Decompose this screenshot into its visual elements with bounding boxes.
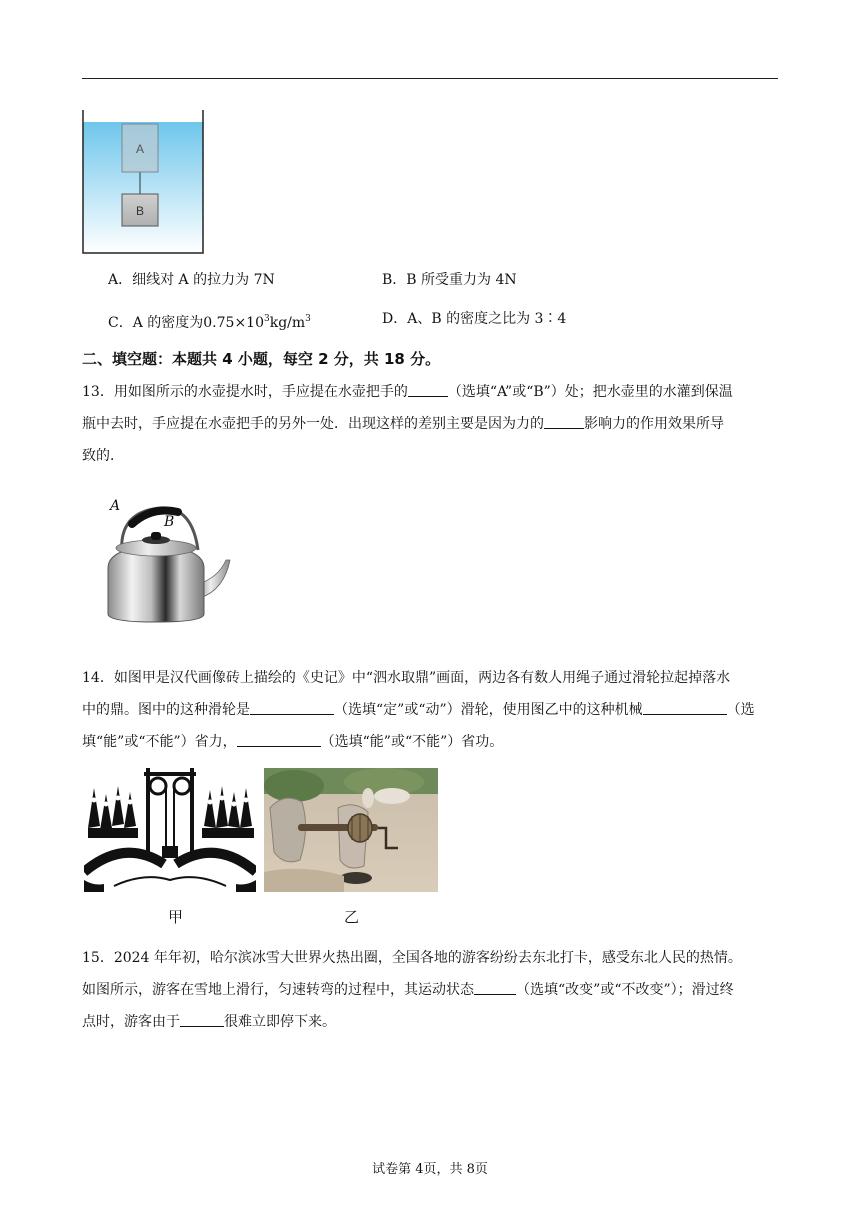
page-footer: 试卷第 4页，共 8页 bbox=[372, 1162, 488, 1177]
caption-yi: 乙 bbox=[344, 908, 360, 926]
q15-blank-2[interactable] bbox=[180, 1010, 224, 1027]
q15-text: 点时，游客由于 bbox=[82, 1014, 180, 1030]
q14-text: 14．如图甲是汉代画像砖上描绘的《史记》中“泗水取鼎”画面，两边各有数人用绳子通过滑轮拉起掉落水 bbox=[82, 670, 731, 686]
kettle-label-a: A bbox=[110, 498, 121, 514]
question-13 bbox=[82, 376, 782, 472]
kettle-figure bbox=[100, 498, 232, 626]
option-b: B．B 所受重力为 4N bbox=[382, 272, 517, 288]
header-rule bbox=[82, 78, 778, 79]
tank-figure bbox=[82, 110, 204, 254]
option-d: D．A、B 的密度之比为 3∶4 bbox=[382, 311, 567, 327]
q13-text: 瓶中去时，手应提在水壶把手的另外一处．出现这样的差别主要是因为力的 bbox=[82, 416, 544, 432]
q13-blank-1[interactable] bbox=[408, 380, 448, 397]
q14-text: （选填“定”或“动”）滑轮，使用图乙中的这种机械 bbox=[334, 702, 643, 718]
option-a: A．细线对 A 的拉力为 7N bbox=[108, 272, 275, 288]
q13-text: 致的． bbox=[82, 448, 124, 464]
question-15 bbox=[82, 942, 782, 1038]
option-c-unit-exp: 3 bbox=[305, 314, 311, 324]
option-c-unit: kg/m bbox=[269, 315, 306, 331]
block-b-label: B bbox=[135, 204, 145, 218]
section-title: 二、填空题：本题共 4 小题，每空 2 分，共 18 分。 bbox=[82, 350, 441, 368]
q15-text: 如图所示，游客在雪地上滑行，匀速转弯的过程中，其运动状态 bbox=[82, 982, 474, 998]
q15-text: 很难立即停下来。 bbox=[224, 1014, 336, 1030]
q14-blank-1[interactable] bbox=[250, 698, 334, 715]
q13-blank-2[interactable] bbox=[544, 412, 584, 429]
q15-text: 15．2024 年年初，哈尔滨冰雪大世界火热出圈，全国各地的游客纷纷去东北打卡，感受东北人民的热情。 bbox=[82, 950, 742, 966]
q14-text: （选填“能”或“不能”）省功。 bbox=[320, 734, 504, 750]
block-a-label: A bbox=[135, 142, 145, 156]
kettle-label-b: B bbox=[164, 514, 175, 530]
caption-jia: 甲 bbox=[168, 908, 184, 926]
q13-text: （选填“A”或“B”）处；把水壶里的水灌到保温 bbox=[447, 384, 733, 400]
q13-text: 影响力的作用效果所导 bbox=[584, 416, 724, 432]
windlass-photo bbox=[264, 768, 438, 892]
q15-text: （选填“改变”或“不改变”）；滑过终 bbox=[516, 982, 734, 998]
q15-blank-1[interactable] bbox=[474, 978, 516, 995]
q14-blank-2[interactable] bbox=[643, 698, 727, 715]
q14-text: 填“能”或“不能”）省力， bbox=[82, 734, 237, 750]
q14-blank-3[interactable] bbox=[237, 730, 321, 747]
q13-text: 13．用如图所示的水壶提水时，手应提在水壶把手的 bbox=[82, 384, 408, 400]
q14-text: 中的鼎。图中的这种滑轮是 bbox=[82, 702, 250, 718]
question-14 bbox=[82, 662, 782, 758]
q14-text: （选 bbox=[726, 702, 755, 718]
option-c bbox=[108, 309, 311, 333]
han-relief-image bbox=[84, 768, 256, 892]
option-c-prefix: C．A 的密度为0.75×10 bbox=[108, 315, 264, 331]
option-c-exp: 3 bbox=[264, 314, 270, 324]
